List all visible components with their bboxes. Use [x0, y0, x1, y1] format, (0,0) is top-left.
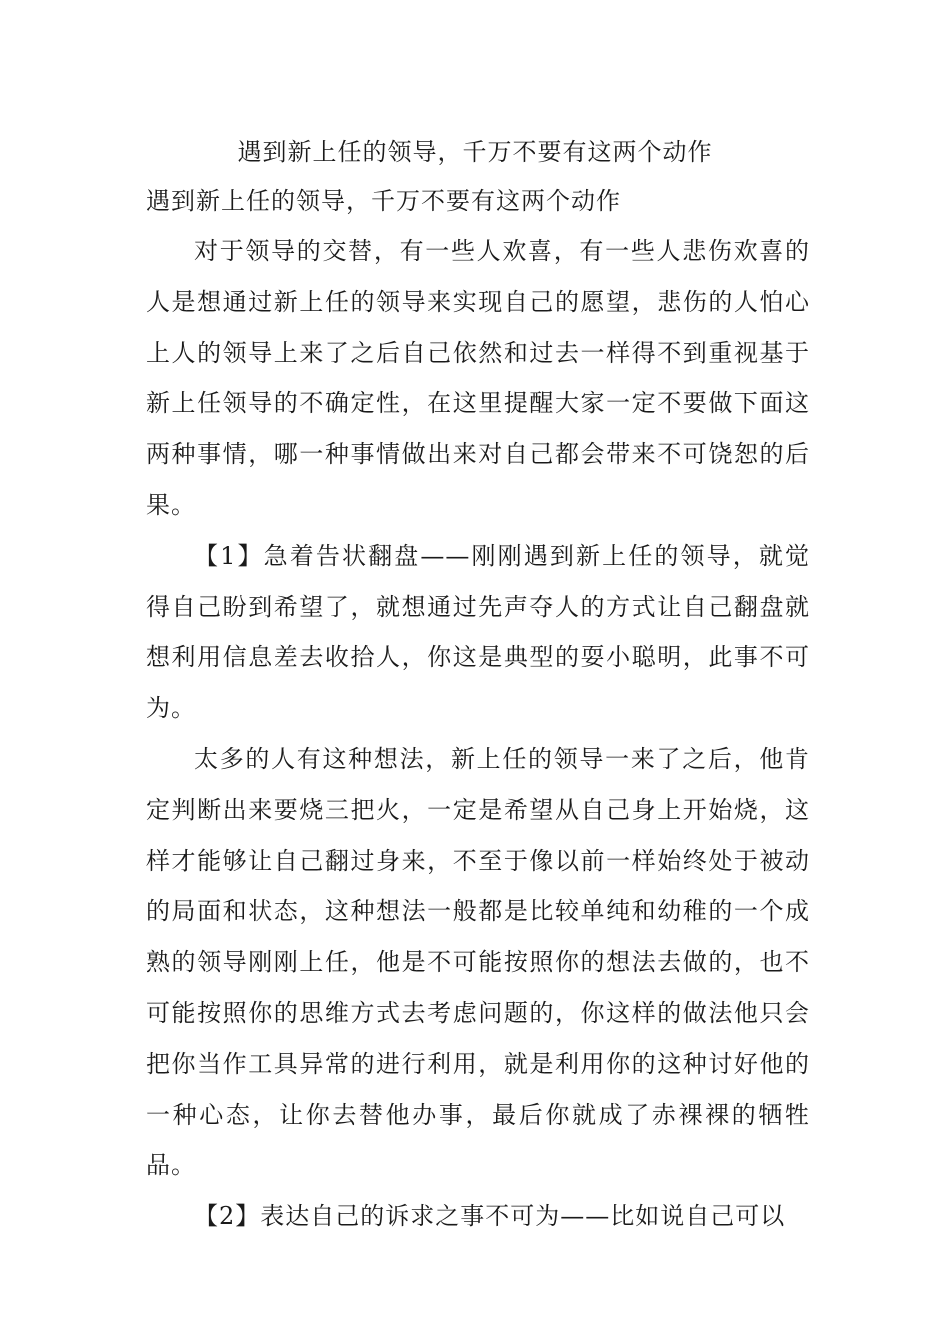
paragraph-point-1: 【1】急着告状翻盘——刚刚遇到新上任的领导，就觉得自己盼到希望了，就想通过先声夺人的方式让自己翻盘就想利用信息差去收拾人，你这是典型的耍小聪明，此事不可为。	[146, 541, 810, 723]
document-subtitle: 遇到新上任的领导，千万不要有这两个动作	[146, 187, 621, 215]
document-title: 遇到新上任的领导，千万不要有这两个动作	[237, 138, 713, 166]
document-body	[146, 226, 810, 1242]
paragraph-point-1-detail: 太多的人有这种想法，新上任的领导一来了之后，他肯定判断出来要烧三把火，一定是希望从自己身上开始烧，这样才能够让自己翻过身来，不至于像以前一样始终处于被动的局面和状态，这种想法一般都是比较单纯和幼稚的一个成熟的领导刚刚上任，他是不可能按照你的想法去做的，也不可能按照你的思维方式去考虑问题的，你这样的做法他只会把你当作工具异常的进行利用，就是利用你的这种讨好他的一种心态，让你去替他办事，最后你就成了赤裸裸的牺牲品。	[146, 744, 810, 1180]
paragraph-point-2: 【2】表达自己的诉求之事不可为——比如说自己可以	[194, 1202, 786, 1231]
paragraph-intro: 对于领导的交替，有一些人欢喜，有一些人悲伤欢喜的人是想通过新上任的领导来实现自己的愿望，悲伤的人怕心上人的领导上来了之后自己依然和过去一样得不到重视基于新上任领导的不确定性，在这里提醒大家一定不要做下面这两种事情，哪一种事情做出来对自己都会带来不可饶恕的后果。	[146, 237, 810, 519]
